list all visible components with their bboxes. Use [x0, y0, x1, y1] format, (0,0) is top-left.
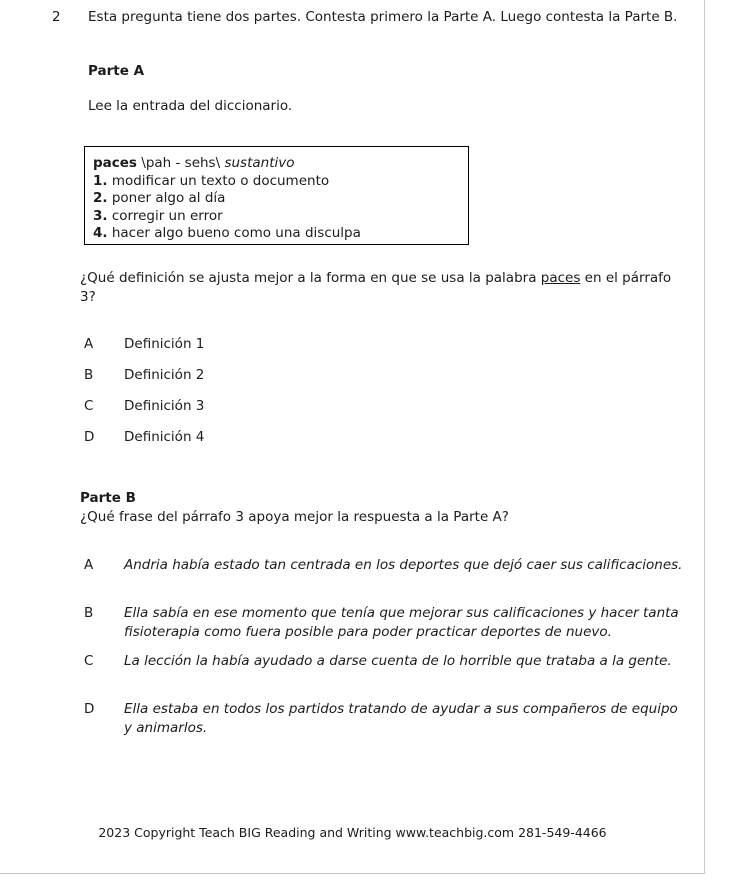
dictionary-sense-number: 4. — [93, 225, 108, 241]
dictionary-sense-3 — [93, 208, 468, 226]
part-a-prompt — [80, 269, 680, 307]
dictionary-sense-4 — [93, 225, 468, 243]
part-a-option-a[interactable] — [84, 335, 650, 354]
dictionary-sense-text: modificar un texto o documento — [111, 172, 330, 189]
part-a-prompt-before: ¿Qué definición se ajusta mejor a la forma en que se usa la palabra — [80, 270, 541, 286]
dictionary-sense-number: 1. — [93, 172, 108, 189]
part-a-heading: Parte A — [88, 63, 145, 79]
part-a-prompt-keyword: paces — [540, 270, 581, 286]
option-text: Definición 2 — [124, 367, 205, 383]
option-letter: D — [84, 701, 95, 717]
dictionary-headword-line — [93, 155, 468, 173]
option-letter: C — [84, 653, 94, 669]
question-stem-row — [0, 8, 705, 27]
page-footer: 2023 Copyright Teach BIG Reading and Writing www.teachbig.com 281-549-4466 — [98, 825, 607, 840]
part-b-option-d[interactable] — [84, 700, 690, 738]
dictionary-part-of-speech: sustantivo — [224, 155, 295, 171]
question-block — [0, 8, 705, 27]
option-letter: D — [84, 429, 95, 445]
option-text: Ella sabía en ese momento que tenía que mejorar sus calificaciones y hacer tanta fisioterapia como fuera posible para poder practicar deportes de nuevo. — [124, 605, 679, 640]
option-letter: C — [84, 398, 94, 414]
part-a-option-d[interactable] — [84, 428, 650, 447]
dictionary-sense-1 — [93, 173, 468, 191]
part-a-option-b[interactable] — [84, 366, 650, 385]
dictionary-sense-number: 3. — [93, 207, 108, 224]
dictionary-headword: paces — [93, 155, 137, 171]
dictionary-pronunciation: \pah - sehs\ — [141, 155, 221, 171]
dictionary-sense-text: hacer algo bueno como una disculpa — [111, 225, 361, 241]
dictionary-sense-2 — [93, 190, 468, 208]
option-text: Definición 3 — [124, 398, 205, 414]
option-letter: B — [84, 367, 94, 383]
question-stem-text: Esta pregunta tiene dos partes. Contesta primero la Parte A. Luego contesta la Parte B. — [88, 9, 678, 25]
option-text: Ella estaba en todos los partidos tratando de ayudar a sus compañeros de equipo y animarlos. — [124, 701, 678, 736]
option-letter: B — [84, 605, 94, 621]
part-b-heading: Parte B — [80, 490, 136, 506]
dictionary-sense-text: corregir un error — [111, 207, 223, 224]
option-text: Definición 4 — [124, 429, 205, 445]
option-text: Andria había estado tan centrada en los deportes que dejó caer sus calificaciones. — [124, 557, 683, 573]
option-letter: A — [84, 557, 94, 573]
part-a-option-c[interactable] — [84, 397, 650, 416]
part-b-prompt: ¿Qué frase del párrafo 3 apoya mejor la respuesta a la Parte A? — [80, 509, 509, 525]
dictionary-sense-number: 2. — [93, 190, 108, 206]
option-text: Definición 1 — [124, 336, 205, 352]
dictionary-sense-text: poner algo al día — [111, 190, 226, 206]
option-text: La lección la había ayudado a darse cuenta de lo horrible que trataba a la gente. — [124, 653, 672, 669]
option-letter: A — [84, 336, 94, 352]
dictionary-entry-box — [84, 146, 469, 245]
part-a-instruction: Lee la entrada del diccionario. — [88, 98, 293, 114]
question-number: 2 — [52, 9, 61, 25]
part-a-prompt-after: en el párrafo 3? — [80, 270, 672, 305]
part-b-option-c[interactable] — [84, 652, 690, 671]
part-b-option-b[interactable] — [84, 604, 690, 642]
part-b-option-a[interactable] — [84, 556, 690, 575]
